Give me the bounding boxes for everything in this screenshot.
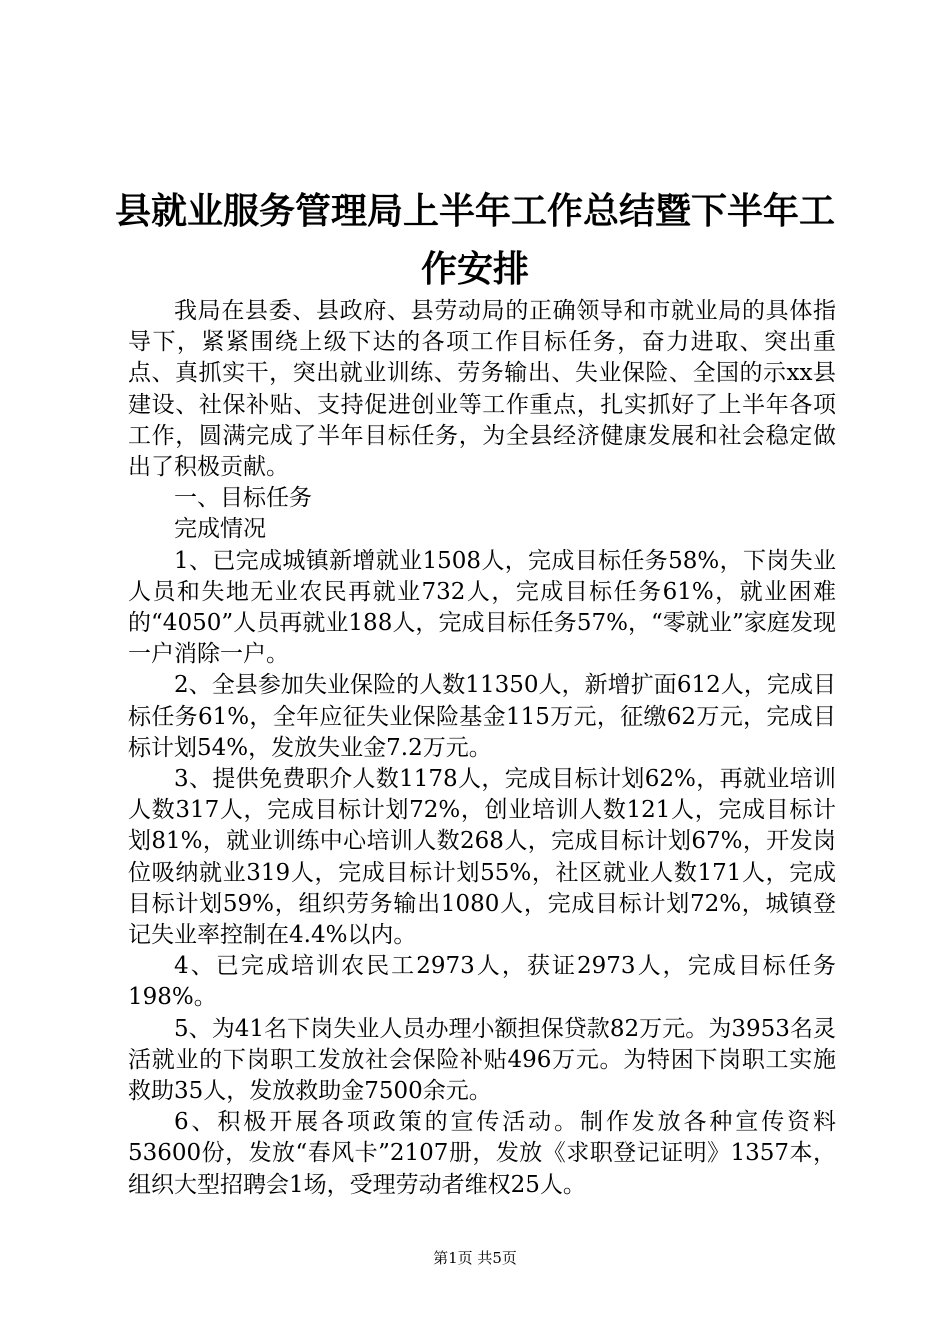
paragraph-item-5: 5、为41名下岗失业人员办理小额担保贷款82万元。为3953名灵活就业的下岗职工发放社会保险补贴496万元。为特困下岗职工实施救助35人，发放救助金7500余元。 — [128, 1015, 836, 1105]
paragraph-item-1: 1、已完成城镇新增就业1508人，完成目标任务58%，下岗失业人员和失地无业农民再就业732人，完成目标任务61%，就业困难的“4050”人员再就业188人，完成目标任务57%，“零就业”家庭发现一户消除一户。 — [128, 547, 836, 668]
page-number-footer: 第1页 共5页 — [433, 1249, 517, 1267]
section-heading: 一、目标任务 — [174, 485, 312, 512]
paragraph-item-3: 3、提供免费职介人数1178人，完成目标计划62%，再就业培训人数317人，完成目标计划72%，创业培训人数121人，完成目标计划81%，就业训练中心培训人数268人，完成目标计划67%，开发岗位吸纳就业319人，完成目标计划55%，社区就业人数171人，完成目标计划59%，组织劳务输出1080人，完成目标计划72%，城镇登记失业率控制在4.4%以内。 — [128, 766, 836, 949]
paragraph-intro: 我局在县委、县政府、县劳动局的正确领导和市就业局的具体指导下，紧紧围绕上级下达的各项工作目标任务，奋力进取、突出重点、真抓实干，突出就业训练、劳务输出、失业保险、全国的示xx县建设、社保补贴、支持促进创业等工作重点，扎实抓好了上半年各项工作，圆满完成了半年目标任务，为全县经济健康发展和社会稳定做出了积极贡献。 — [128, 298, 836, 481]
paragraph-item-2: 2、全县参加失业保险的人数11350人，新增扩面612人，完成目标任务61%，全年应征失业保险基金115万元，征缴62万元，完成目标计划54%，发放失业金7.2万元。 — [128, 672, 836, 761]
paragraph-item-6: 6、积极开展各项政策的宣传活动。制作发放各种宣传资料53600份，发放“春风卡”2107册，发放《求职登记证明》1357本，组织大型招聘会1场，受理劳动者维权25人。 — [128, 1109, 836, 1198]
paragraph-item-4: 4、已完成培训农民工2973人，获证2973人，完成目标任务198%。 — [128, 953, 836, 1011]
document-title: 县就业服务管理局上半年工作总结暨下半年工作安排 — [114, 190, 835, 290]
subsection-heading: 完成情况 — [174, 516, 266, 543]
document-body — [128, 296, 836, 1201]
